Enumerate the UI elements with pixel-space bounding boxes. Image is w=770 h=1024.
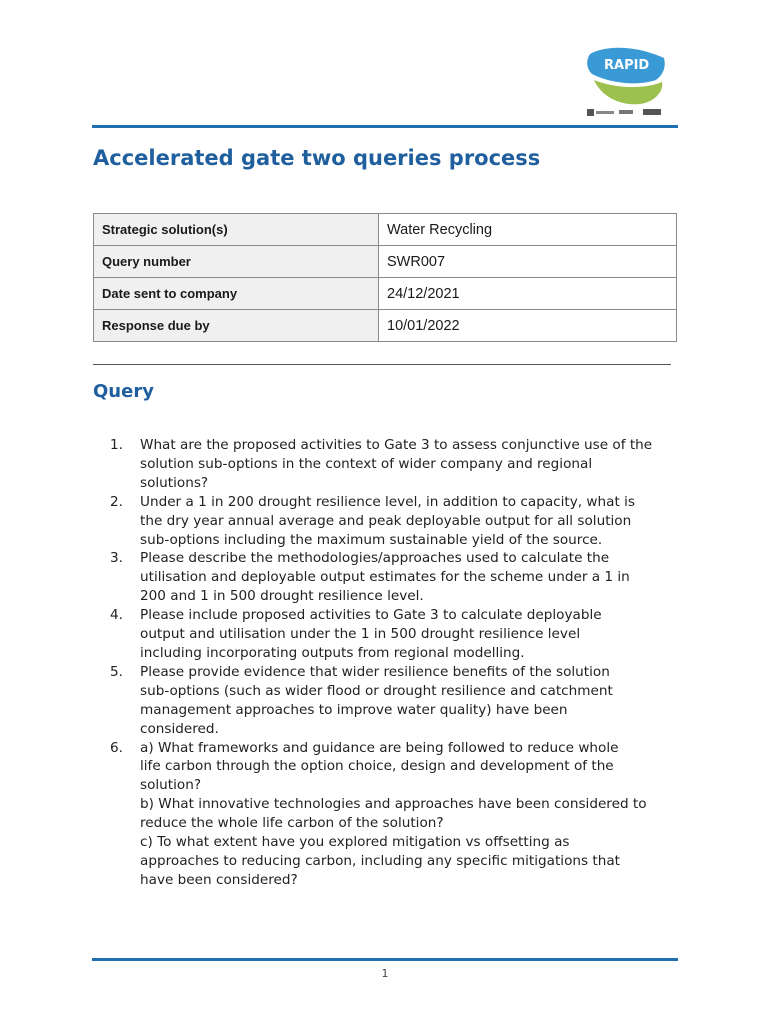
table-row [94, 278, 677, 310]
list-item [110, 549, 680, 606]
item-line: approaches to reducing carbon, including any specific mitigations that [140, 852, 621, 869]
item-line: output and utilisation under the 1 in 500 drought resilience level [140, 626, 581, 643]
item-line: have been considered? [140, 871, 298, 888]
item-line: Under a 1 in 200 drought resilience level, in addition to capacity, what is [140, 493, 635, 510]
logo-green-wave [594, 80, 662, 104]
page-number: 1 [381, 967, 389, 980]
item-line: management approaches to improve water quality) have been [140, 701, 568, 718]
row-label: Date sent to company [94, 278, 379, 310]
section-divider [93, 364, 671, 365]
row-value: SWR007 [379, 246, 677, 278]
item-number: 3. [110, 550, 123, 567]
item-line: sub-options including the maximum sustainable yield of the source. [140, 531, 603, 548]
row-value: 10/01/2022 [379, 310, 677, 342]
list-item [110, 436, 680, 493]
item-line: considered. [140, 720, 219, 737]
item-line: Please describe the methodologies/approaches used to calculate the [140, 550, 610, 567]
item-line: Please provide evidence that wider resilience benefits of the solution [140, 663, 610, 680]
item-line: the dry year annual average and peak deployable output for all solution [140, 512, 632, 529]
list-item [110, 739, 680, 890]
item-number: 6. [110, 739, 123, 756]
item-line: b) What innovative technologies and approaches have been considered to [140, 796, 647, 813]
item-number: 1. [110, 437, 123, 453]
item-line: reduce the whole life carbon of the solution? [140, 815, 444, 832]
item-number: 2. [110, 493, 123, 510]
list-item [110, 606, 680, 663]
row-value: Water Recycling [379, 214, 677, 246]
row-value: 24/12/2021 [379, 278, 677, 310]
footer-rule [92, 958, 678, 961]
header-rule [92, 125, 678, 128]
query-metadata-table [93, 213, 677, 342]
table-row [94, 246, 677, 278]
item-number: 4. [110, 607, 123, 624]
section-heading: Query [93, 381, 154, 402]
item-line: solution sub-options in the context of wider company and regional [140, 455, 593, 472]
list-item [110, 493, 680, 550]
item-line: utilisation and deployable output estimates for the scheme under a 1 in [140, 569, 630, 586]
item-line: solutions? [140, 474, 209, 491]
item-line: life carbon through the option choice, design and development of the [140, 758, 614, 775]
logo-text: RAPID [604, 58, 650, 73]
table-row [94, 310, 677, 342]
item-line: What are the proposed activities to Gate 3 to assess conjunctive use of the [140, 437, 653, 453]
list-item [110, 663, 680, 739]
item-line: a) What frameworks and guidance are being followed to reduce whole [140, 739, 619, 756]
table-row [94, 214, 677, 246]
item-line: Please include proposed activities to Gate 3 to calculate deployable [140, 607, 602, 624]
query-list [110, 436, 680, 890]
row-label: Strategic solution(s) [94, 214, 379, 246]
item-line: sub-options (such as wider flood or drought resilience and catchment [140, 682, 613, 699]
partner-logos [587, 106, 667, 118]
item-number: 5. [110, 663, 123, 680]
item-line: c) To what extent have you explored mitigation vs offsetting as [140, 834, 570, 851]
row-label: Response due by [94, 310, 379, 342]
row-label: Query number [94, 246, 379, 278]
item-line: 200 and 1 in 500 drought resilience level. [140, 588, 424, 605]
item-line: solution? [140, 777, 202, 794]
page-title: Accelerated gate two queries process [93, 146, 541, 170]
item-line: including incorporating outputs from regional modelling. [140, 644, 525, 661]
